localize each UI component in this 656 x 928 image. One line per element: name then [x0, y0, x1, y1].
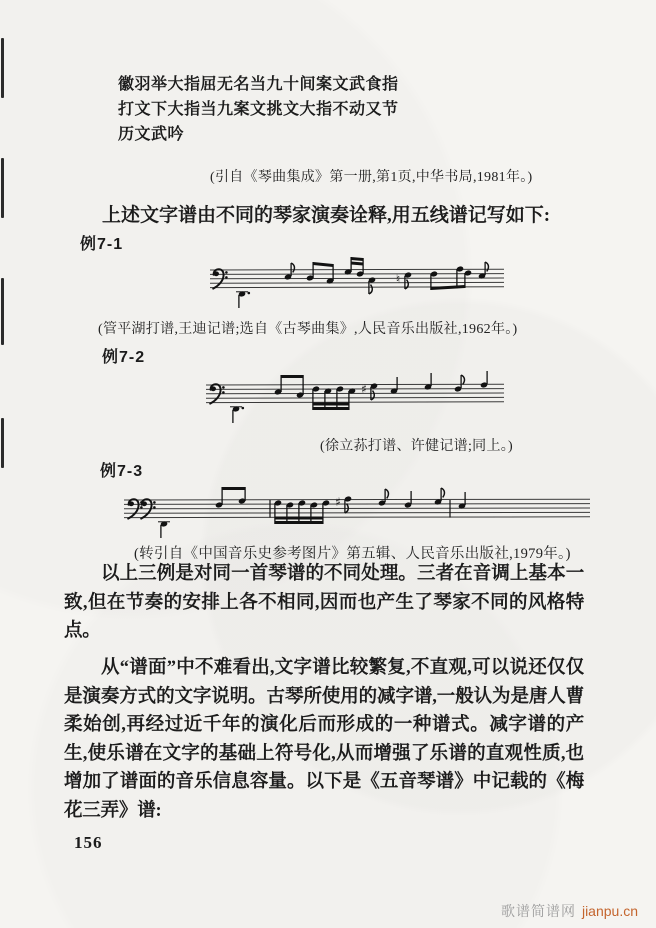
watermark-site-url[interactable]: jianpu.cn [581, 903, 638, 919]
example-7-1-label: 例7-1 [80, 236, 124, 253]
binding-mark [1, 418, 4, 468]
svg-text:♯: ♯ [361, 382, 367, 396]
svg-text:♮: ♮ [395, 272, 401, 286]
finger-notation-line: 徽羽举大指屈无名当九十间案文武食指 [118, 76, 399, 93]
example-7-1-citation: (管平湖打谱,王迪记谱;选自《古琴曲集》,人民音乐出版社,1962年。) [98, 322, 518, 337]
binding-mark [1, 38, 4, 98]
music-staff-example-7-3 [124, 484, 590, 546]
example-7-3-citation: (转引自《中国音乐史参考图片》第五辑、人民音乐出版社,1979年。) [134, 546, 571, 562]
music-staff-example-7-1 [210, 252, 504, 314]
quote-source-citation: (引自《琴曲集成》第一册,第1页,中华书局,1981年。) [210, 170, 533, 185]
example-7-2-citation: (徐立荪打谱、许健记谱;同上。) [320, 439, 514, 454]
intro-sentence: 上述文字谱由不同的琴家演奏诠释,用五线谱记写如下: [102, 205, 551, 226]
binding-mark [1, 158, 4, 218]
svg-text:♯: ♯ [335, 495, 341, 509]
page-number: 156 [74, 833, 103, 852]
music-staff-example-7-2 [206, 368, 504, 434]
body-paragraph-comparison: 以上三例是对同一首琴谱的不同处理。三者在音调上基本一致,但在节奏的安排上各不相同,因而也产生了琴家不同的风格特点。 [64, 564, 584, 641]
finger-notation-quote [118, 72, 399, 147]
binding-mark [1, 278, 4, 345]
example-7-2-label: 例7-2 [102, 349, 146, 366]
example-7-3-label: 例7-3 [100, 463, 144, 480]
watermark-site-name: 歌谱简谱网 [500, 903, 576, 919]
watermark [501, 901, 638, 921]
finger-notation-line: 历文武吟 [118, 126, 185, 143]
finger-notation-line: 打文下大指当九案文挑文大指不动又节 [118, 101, 399, 118]
body-paragraph-jianzipu: 从“谱面”中不难看出,文字谱比较繁复,不直观,可以说还仅仅是演奏方式的文字说明。古琴所使用的减字谱,一般认为是唐人曹柔始创,再经过近千年的演化后而形成的一种谱式。减字谱的产生,使乐谱在文字的基础上符号化,从而增强了乐谱的直观性质,也增加了谱面的音乐信息容量。以下是《五音琴谱》中记载的《梅花三弄》谱: [64, 658, 584, 821]
